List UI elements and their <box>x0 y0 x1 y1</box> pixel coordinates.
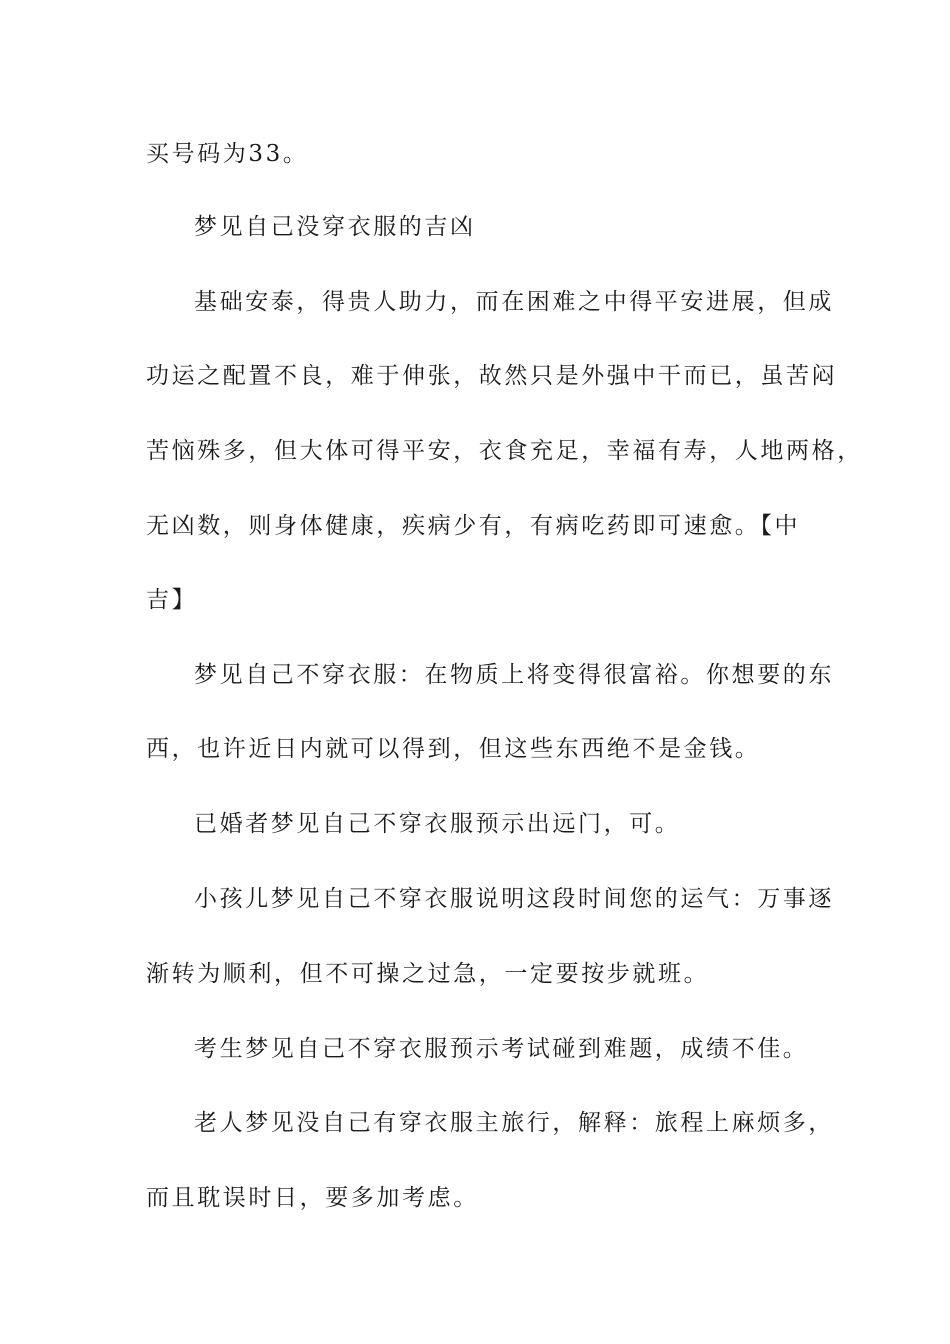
text-line: 基础安泰，得贵人助力，而在困难之中得平安进展，但成 <box>194 289 834 315</box>
text-line: 考生梦见自己不穿衣服预示考试碰到难题，成绩不佳。 <box>194 1036 809 1062</box>
text-line: 无凶数，则身体健康，疾病少有，有病吃药即可速愈。【中 <box>146 513 801 539</box>
text-line: 西，也许近日内就可以得到，但这些东西绝不是金钱。 <box>146 736 761 762</box>
section-heading: 梦见自己没穿衣服的吉凶 <box>194 214 476 240</box>
text-line: 渐转为顺利，但不可操之过急，一定要按步就班。 <box>146 961 710 987</box>
text-line: 已婚者梦见自己不穿衣服预示出远门，可。 <box>194 811 681 837</box>
text-line: 买号码为33。 <box>146 141 309 167</box>
text-line: 功运之配置不良，难于伸张，故然只是外强中干而已，虽苦闷 <box>146 363 838 389</box>
text-line: 吉】 <box>146 587 198 613</box>
text-line: 而且耽误时日，要多加考虑。 <box>146 1185 479 1211</box>
text-line: 苦恼殊多，但大体可得平安，衣食充足，幸福有寿，人地两格， <box>146 438 863 464</box>
text-line: 老人梦见没自己有穿衣服主旅行，解释：旅程上麻烦多， <box>194 1110 834 1136</box>
text-line: 梦见自己不穿衣服：在物质上将变得很富裕。你想要的东 <box>194 662 834 688</box>
text-line: 小孩儿梦见自己不穿衣服说明这段时间您的运气：万事逐 <box>194 886 834 912</box>
